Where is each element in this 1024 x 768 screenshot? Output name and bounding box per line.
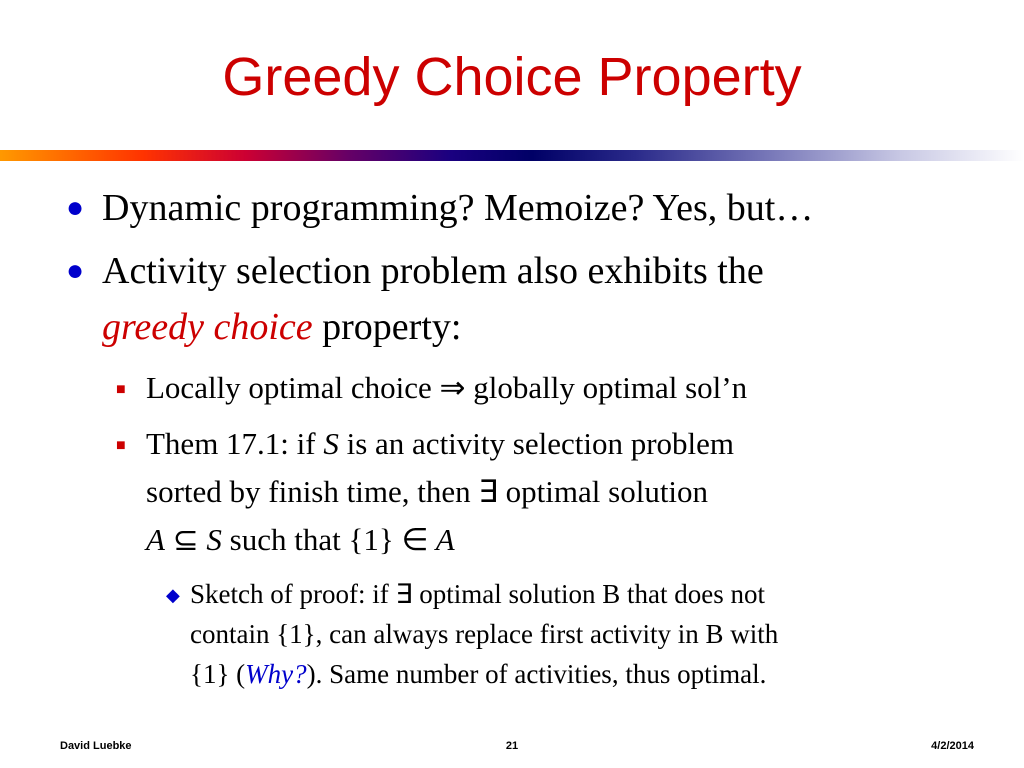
implies-symbol: ⇒ bbox=[439, 370, 466, 405]
var-a: A bbox=[146, 522, 165, 557]
bullet-text-after: property: bbox=[312, 306, 462, 348]
square-bullet-icon: ■ bbox=[116, 381, 126, 398]
bullet-activity-selection bbox=[66, 243, 982, 355]
bullet-text-line1: Activity selection problem also exhibits the bbox=[102, 250, 764, 292]
proof-line3-after: ). Same number of activities, thus optimal. bbox=[306, 659, 767, 689]
round-bullet-icon: ● bbox=[66, 191, 85, 224]
proof-line1: Sketch of proof: if ∃ optimal solution B that does not bbox=[190, 579, 766, 609]
bullet-text: Dynamic programming? Memoize? Yes, but… bbox=[102, 187, 814, 229]
proof-line3-before: {1} ( bbox=[190, 659, 246, 689]
footer-date: 4/2/2014 bbox=[931, 740, 974, 752]
diamond-bullet-icon: ◆ bbox=[166, 585, 180, 605]
footer-page-number: 21 bbox=[505, 740, 519, 752]
theorem-line1-after: is an activity selection problem bbox=[338, 426, 735, 461]
footer-author: David Luebke bbox=[60, 740, 132, 752]
why-emphasis: Why? bbox=[245, 659, 307, 689]
square-bullet-icon: ■ bbox=[116, 437, 126, 454]
theorem-line3-mid: such that {1} bbox=[221, 522, 402, 557]
greedy-choice-emphasis: greedy choice bbox=[102, 306, 313, 348]
var-s-2: S bbox=[206, 522, 222, 557]
proof-line2: contain {1}, can always replace first activity in B with bbox=[190, 619, 779, 649]
round-bullet-icon: ● bbox=[66, 254, 85, 287]
subbullet-theorem bbox=[116, 420, 986, 564]
subsubbullet-proof-sketch bbox=[166, 574, 990, 694]
element-of-symbol: ∈ bbox=[401, 522, 429, 557]
var-s: S bbox=[323, 426, 339, 461]
theorem-line2: sorted by finish time, then ∃ optimal solution bbox=[146, 474, 709, 509]
var-a-2: A bbox=[428, 522, 455, 557]
subbullet-text-after: globally optimal sol’n bbox=[465, 370, 748, 405]
bullet-dynamic-programming bbox=[66, 180, 982, 236]
subset-symbol: ⊆ bbox=[164, 522, 207, 557]
slide-title: Greedy Choice Property bbox=[222, 47, 802, 107]
theorem-line1-before: Them 17.1: if bbox=[146, 426, 324, 461]
subbullet-locally-optimal bbox=[116, 364, 986, 412]
subbullet-text-before: Locally optimal choice bbox=[146, 370, 440, 405]
